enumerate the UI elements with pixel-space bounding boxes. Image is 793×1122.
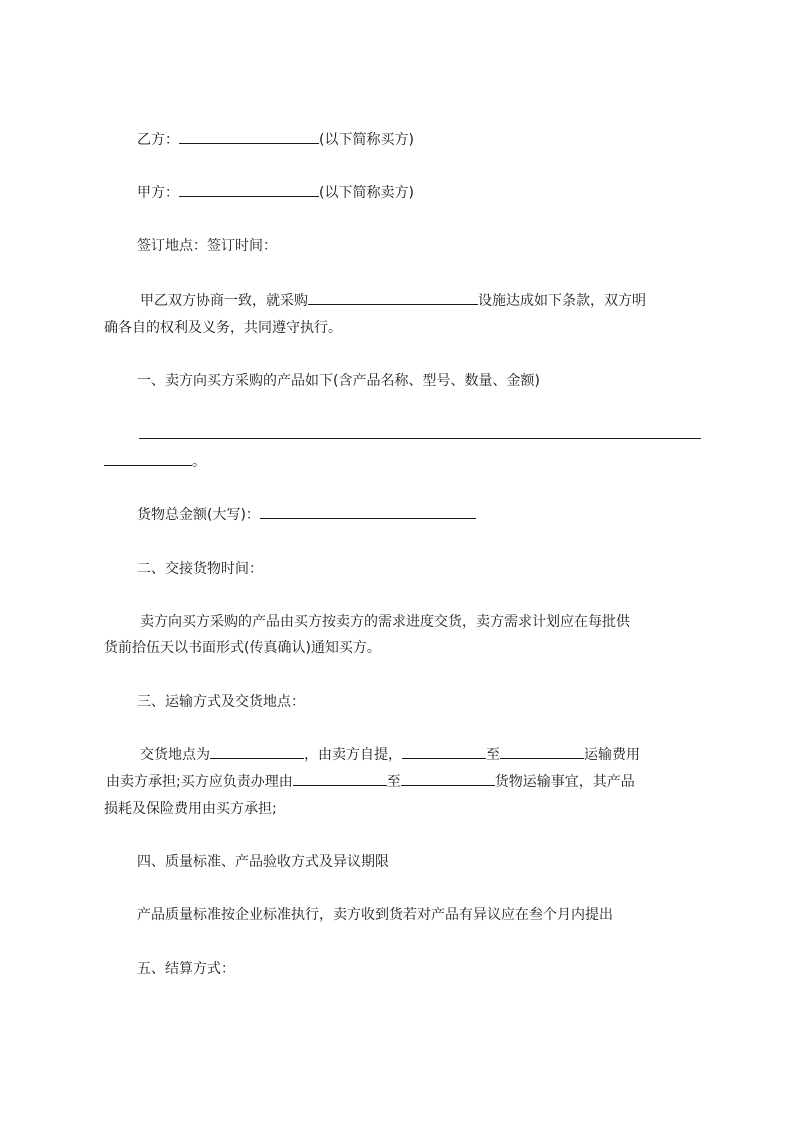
- route-from-blank-1[interactable]: [402, 745, 486, 759]
- party-b-blank[interactable]: [179, 130, 319, 144]
- section3-line-3: 损耗及保险费用由买方承担;: [104, 801, 277, 817]
- section3-heading: 三、运输方式及交货地点：: [137, 694, 305, 710]
- total-amount-label: 货物总金额(大写)：: [137, 507, 260, 523]
- section4-heading: 四、质量标准、产品验收方式及异议期限: [137, 854, 389, 870]
- intro-line-2: 确各自的权利及义务，共同遵守执行。: [104, 320, 342, 336]
- party-a-suffix: (以下简称卖方): [319, 185, 414, 201]
- buyer-handle-text: 由卖方承担;买方应负责办理由: [106, 774, 293, 790]
- delivery-place-blank[interactable]: [210, 745, 304, 759]
- product-list-blank-2[interactable]: [104, 452, 192, 466]
- purchase-item-blank[interactable]: [308, 291, 478, 305]
- total-amount-line: [137, 505, 476, 525]
- intro-text-2: 设施达成如下条款，双方明: [478, 293, 646, 309]
- party-b-label: 乙方：: [137, 132, 179, 148]
- product-list-line-1: [139, 425, 701, 445]
- product-list-blank-1[interactable]: [139, 425, 701, 439]
- sign-info-line: 签订地点：签订时间：: [137, 238, 277, 254]
- delivery-place-label: 交货地点为: [140, 747, 210, 763]
- party-a-label: 甲方：: [137, 185, 179, 201]
- route-to-blank-2[interactable]: [401, 772, 495, 786]
- section3-line-2: [106, 772, 635, 792]
- section2-line-1: 卖方向买方采购的产品由买方按卖方的需求进度交货，卖方需求计划应在每批供: [140, 614, 630, 630]
- self-pickup-text: ，由卖方自提，: [304, 747, 402, 763]
- party-b-line: [137, 130, 414, 150]
- total-amount-blank[interactable]: [260, 505, 476, 519]
- section1-heading: 一、卖方向买方采购的产品如下(含产品名称、型号、数量、金额): [137, 373, 540, 389]
- intro-text-1: 甲乙双方协商一致，就采购: [140, 293, 308, 309]
- section4-body: 产品质量标准按企业标准执行，卖方收到货若对产品有异议应在叁个月内提出: [137, 907, 613, 923]
- to-text-2: 至: [386, 774, 401, 790]
- party-a-line: [137, 183, 414, 203]
- freight-cost-text: 运输费用: [584, 747, 640, 763]
- section2-line-2: 货前拾伍天以书面形式(传真确认)通知买方。: [104, 640, 381, 656]
- route-to-blank-1[interactable]: [500, 745, 584, 759]
- product-list-line-2: [104, 452, 206, 472]
- product-list-end-mark: 。: [192, 454, 206, 470]
- to-text-1: 至: [486, 747, 500, 763]
- section3-line-1: [140, 745, 640, 765]
- party-a-blank[interactable]: [179, 183, 319, 197]
- route-from-blank-2[interactable]: [293, 772, 387, 786]
- intro-line-1: [140, 291, 646, 311]
- section2-heading: 二、交接货物时间：: [137, 561, 263, 577]
- section5-heading: 五、结算方式：: [137, 961, 235, 977]
- transport-matters-text: 货物运输事宜，其产品: [494, 774, 635, 790]
- party-b-suffix: (以下简称买方): [319, 132, 414, 148]
